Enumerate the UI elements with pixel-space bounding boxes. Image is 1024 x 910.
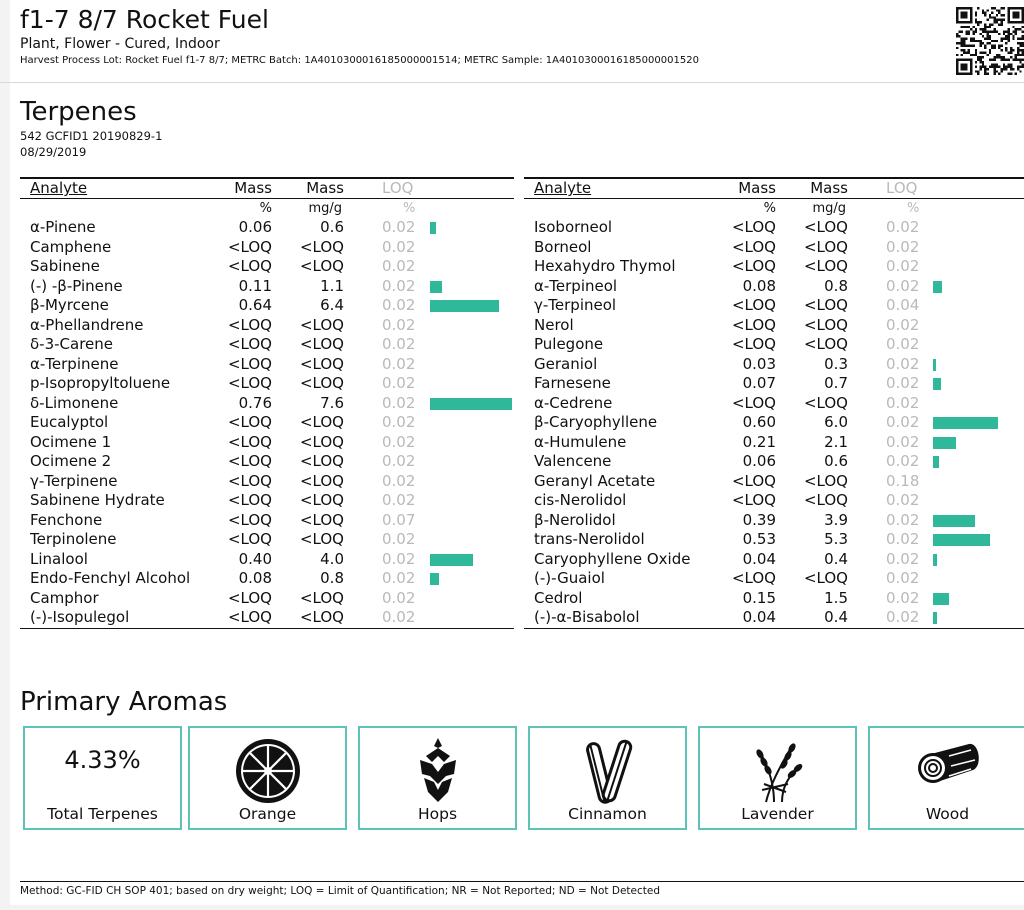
analyte-name: α-Phellandrene xyxy=(30,315,144,334)
loq-value: 0.02 xyxy=(382,452,416,470)
mass-mg-value: 5.3 xyxy=(824,530,848,548)
table-row xyxy=(20,413,514,433)
mass-pct-value: <LOQ xyxy=(731,491,776,509)
aroma-label: Cinnamon xyxy=(568,805,647,823)
mass-pct-value: <LOQ xyxy=(227,413,272,431)
concentration-bar xyxy=(933,456,939,468)
mass-pct-value: 0.76 xyxy=(238,393,272,412)
aroma-label: Lavender xyxy=(741,805,814,823)
mass-pct-value: 0.53 xyxy=(742,530,776,548)
mass-pct-value: 0.15 xyxy=(742,588,776,607)
table-row xyxy=(524,413,1024,433)
mass-mg-value: <LOQ xyxy=(299,491,344,509)
table-row xyxy=(524,569,1024,589)
table-header xyxy=(524,179,1024,199)
unit-mg: mg/g xyxy=(812,201,846,216)
analyte-name: Endo-Fenchyl Alcohol xyxy=(30,569,191,587)
analyte-name: β-Nerolidol xyxy=(534,510,616,529)
analyte-name: Caryophyllene Oxide xyxy=(534,549,691,568)
analyte-name: Linalool xyxy=(30,549,88,568)
mass-pct-value: 0.60 xyxy=(742,413,776,431)
mass-mg-value: 0.4 xyxy=(824,608,848,626)
aroma-card-orange xyxy=(188,726,347,830)
loq-value: 0.02 xyxy=(886,374,920,392)
analyte-name: (-) -β-Pinene xyxy=(30,276,123,295)
table-row xyxy=(524,296,1024,316)
loq-value: 0.02 xyxy=(382,374,416,392)
mass-pct-value: <LOQ xyxy=(227,335,272,353)
concentration-bar xyxy=(933,515,975,527)
terpenes-title: Terpenes xyxy=(20,97,137,127)
loq-value: 0.02 xyxy=(886,569,920,587)
orange-icon xyxy=(233,736,303,806)
total-terpenes-card xyxy=(23,726,182,830)
concentration-bar xyxy=(933,359,936,371)
analyte-name: β-Myrcene xyxy=(30,296,109,314)
analyte-name: Fenchone xyxy=(30,510,103,529)
table-row xyxy=(20,316,514,336)
table-row xyxy=(20,296,514,316)
table-row xyxy=(524,550,1024,570)
col-mass-pct: Mass xyxy=(234,179,272,197)
table-row xyxy=(20,608,514,628)
concentration-bar xyxy=(430,222,436,234)
loq-value: 0.02 xyxy=(886,432,920,451)
col-analyte: Analyte xyxy=(534,179,592,197)
mass-mg-value: 1.5 xyxy=(824,588,848,607)
analyte-name: γ-Terpinene xyxy=(30,471,118,490)
mass-mg-value: <LOQ xyxy=(299,413,344,431)
mass-mg-value: <LOQ xyxy=(299,510,344,529)
col-analyte: Analyte xyxy=(30,179,88,197)
mass-mg-value: <LOQ xyxy=(299,471,344,490)
mass-mg-value: <LOQ xyxy=(299,530,344,548)
table-row xyxy=(524,511,1024,531)
table-row xyxy=(524,316,1024,336)
analyte-name: α-Terpinene xyxy=(30,354,119,373)
mass-pct-value: <LOQ xyxy=(731,471,776,490)
analyte-name: Camphor xyxy=(30,588,99,607)
table-row xyxy=(20,569,514,589)
loq-value: 0.02 xyxy=(382,393,416,412)
loq-value: 0.02 xyxy=(382,335,416,353)
mass-mg-value: 0.4 xyxy=(824,549,848,568)
mass-mg-value: <LOQ xyxy=(299,374,344,392)
wood-icon xyxy=(913,736,983,796)
loq-value: 0.04 xyxy=(886,296,920,314)
col-mass-mg: Mass xyxy=(810,179,848,197)
mass-mg-value: <LOQ xyxy=(299,452,344,470)
loq-value: 0.02 xyxy=(382,549,416,568)
analyte-name: δ-3-Carene xyxy=(30,335,114,353)
loq-value: 0.02 xyxy=(382,432,416,451)
col-mass-pct: Mass xyxy=(738,179,776,197)
table-row xyxy=(20,355,514,375)
analyte-name: cis-Nerolidol xyxy=(534,491,627,509)
mass-pct-value: 0.21 xyxy=(742,432,776,451)
mass-pct-value: <LOQ xyxy=(227,491,272,509)
mass-pct-value: 0.39 xyxy=(742,510,776,529)
analyte-name: Camphene xyxy=(30,237,112,256)
mass-pct-value: <LOQ xyxy=(731,569,776,587)
mass-pct-value: <LOQ xyxy=(227,374,272,392)
analyte-name: α-Cedrene xyxy=(534,393,613,412)
analyte-name: Farnesene xyxy=(534,374,611,392)
mass-mg-value: <LOQ xyxy=(299,432,344,451)
lavender-icon xyxy=(748,736,808,806)
mass-pct-value: 0.11 xyxy=(238,276,272,295)
concentration-bar xyxy=(933,612,937,624)
concentration-bar xyxy=(933,378,941,390)
mass-mg-value: 0.8 xyxy=(320,569,344,587)
analyte-name: Sabinene xyxy=(30,257,100,275)
mass-mg-value: 4.0 xyxy=(320,549,344,568)
mass-mg-value: <LOQ xyxy=(299,588,344,607)
mass-mg-value: 0.3 xyxy=(824,354,848,373)
concentration-bar xyxy=(430,398,512,410)
analyte-name: Valencene xyxy=(534,452,612,470)
mass-pct-value: <LOQ xyxy=(227,471,272,490)
aroma-label: Orange xyxy=(238,805,297,823)
table-row xyxy=(524,238,1024,258)
table-row xyxy=(20,238,514,258)
mass-mg-value: <LOQ xyxy=(299,608,344,626)
table-row xyxy=(20,257,514,277)
lot-line: Harvest Process Lot: Rocket Fuel f1-7 8/7; METRC Batch: 1A4010300016185000001514; METRC Sample: 1A4010300016185000001520 xyxy=(20,55,699,66)
footer-note: Method: GC-FID CH SOP 401; based on dry weight; LOQ = Limit of Quantification; NR = Not Reported; ND = Not Detected xyxy=(20,885,661,897)
loq-value: 0.02 xyxy=(382,354,416,373)
cinnamon-icon xyxy=(583,736,633,806)
total-terpenes-label: Total Terpenes xyxy=(47,805,158,823)
loq-value: 0.02 xyxy=(382,491,416,509)
mass-pct-value: 0.04 xyxy=(742,549,776,568)
footer-divider xyxy=(20,881,1024,882)
table-row xyxy=(524,374,1024,394)
loq-value: 0.02 xyxy=(886,530,920,548)
aroma-card-cinnamon xyxy=(528,726,687,830)
col-mass-mg: Mass xyxy=(306,179,344,197)
analyte-name: Geranyl Acetate xyxy=(534,471,656,490)
mass-pct-value: <LOQ xyxy=(227,237,272,256)
analyte-name: Cedrol xyxy=(534,588,583,607)
mass-pct-value: <LOQ xyxy=(731,335,776,353)
mass-mg-value: <LOQ xyxy=(299,335,344,353)
table-row xyxy=(524,530,1024,550)
table-body xyxy=(524,218,1024,628)
loq-value: 0.02 xyxy=(886,276,920,295)
loq-value: 0.02 xyxy=(382,237,416,256)
mass-pct-value: <LOQ xyxy=(731,296,776,314)
page-margin xyxy=(0,0,10,910)
loq-value: 0.02 xyxy=(886,510,920,529)
mass-mg-value: <LOQ xyxy=(803,296,848,314)
mass-pct-value: <LOQ xyxy=(731,218,776,236)
mass-pct-value: <LOQ xyxy=(227,608,272,626)
mass-mg-value: <LOQ xyxy=(299,237,344,256)
table-header xyxy=(20,179,514,199)
loq-value: 0.02 xyxy=(382,608,416,626)
loq-value: 0.02 xyxy=(886,588,920,607)
analyte-name: (-)-Isopulegol xyxy=(30,608,130,626)
loq-value: 0.02 xyxy=(886,393,920,412)
mass-mg-value: 3.9 xyxy=(824,510,848,529)
analyte-name: Ocimene 1 xyxy=(30,432,112,451)
aroma-label: Hops xyxy=(417,805,458,823)
mass-pct-value: <LOQ xyxy=(227,530,272,548)
loq-value: 0.02 xyxy=(886,491,920,509)
table-row xyxy=(20,530,514,550)
loq-value: 0.02 xyxy=(382,530,416,548)
terpene-table-left xyxy=(20,177,514,629)
mass-mg-value: <LOQ xyxy=(299,257,344,275)
mass-pct-value: <LOQ xyxy=(227,354,272,373)
mass-pct-value: <LOQ xyxy=(731,237,776,256)
mass-mg-value: <LOQ xyxy=(803,218,848,236)
mass-pct-value: 0.08 xyxy=(742,276,776,295)
table-body xyxy=(20,218,514,628)
analyte-name: Eucalyptol xyxy=(30,413,109,431)
analyte-name: Hexahydro Thymol xyxy=(534,257,676,275)
mass-mg-value: <LOQ xyxy=(803,237,848,256)
mass-pct-value: 0.06 xyxy=(742,452,776,470)
table-row xyxy=(524,452,1024,472)
mass-pct-value: <LOQ xyxy=(227,588,272,607)
analyte-name: α-Humulene xyxy=(534,432,627,451)
mass-pct-value: 0.03 xyxy=(742,354,776,373)
table-row xyxy=(20,394,514,414)
aroma-label: Wood xyxy=(925,805,970,823)
mass-mg-value: <LOQ xyxy=(803,335,848,353)
aroma-card-lavender xyxy=(698,726,857,830)
mass-pct-value: 0.08 xyxy=(238,569,272,587)
unit-pct: % xyxy=(763,201,776,216)
table-row xyxy=(20,589,514,609)
concentration-bar xyxy=(933,281,942,293)
loq-value: 0.02 xyxy=(382,257,416,275)
analyte-name: Borneol xyxy=(534,237,592,256)
concentration-bar xyxy=(933,593,949,605)
analyte-name: Sabinene Hydrate xyxy=(30,491,165,509)
concentration-bar xyxy=(430,300,499,312)
total-terpenes-value: 4.33% xyxy=(64,746,141,774)
qr-code-icon xyxy=(956,5,1024,77)
aroma-cards xyxy=(23,726,1024,830)
loq-value: 0.02 xyxy=(382,413,416,431)
table-row xyxy=(524,277,1024,297)
mass-mg-value: <LOQ xyxy=(299,354,344,373)
mass-mg-value: 0.7 xyxy=(824,374,848,392)
loq-value: 0.02 xyxy=(886,237,920,256)
hops-icon xyxy=(408,736,468,806)
mass-pct-value: 0.06 xyxy=(238,218,272,236)
concentration-bar xyxy=(933,534,990,546)
loq-value: 0.02 xyxy=(886,354,920,373)
loq-value: 0.02 xyxy=(886,452,920,470)
mass-pct-value: <LOQ xyxy=(731,257,776,275)
mass-mg-value: 2.1 xyxy=(824,432,848,451)
analyte-name: Terpinolene xyxy=(30,530,117,548)
aroma-card-hops xyxy=(358,726,517,830)
loq-value: 0.02 xyxy=(382,315,416,334)
mass-mg-value: 0.8 xyxy=(824,276,848,295)
mass-mg-value: <LOQ xyxy=(803,491,848,509)
loq-value: 0.02 xyxy=(886,413,920,431)
table-row xyxy=(20,433,514,453)
mass-mg-value: 6.0 xyxy=(824,413,848,431)
analyte-name: p-Isopropyltoluene xyxy=(30,374,171,392)
table-row xyxy=(524,589,1024,609)
mass-pct-value: <LOQ xyxy=(227,257,272,275)
col-loq: LOQ xyxy=(886,179,918,197)
loq-value: 0.02 xyxy=(886,608,920,626)
table-row xyxy=(20,218,514,238)
loq-value: 0.02 xyxy=(382,276,416,295)
loq-value: 0.02 xyxy=(886,257,920,275)
mass-pct-value: <LOQ xyxy=(731,393,776,412)
table-row xyxy=(20,511,514,531)
mass-pct-value: <LOQ xyxy=(731,315,776,334)
table-row xyxy=(524,491,1024,511)
analyte-name: Isoborneol xyxy=(534,218,613,236)
table-row xyxy=(524,218,1024,238)
aroma-card-wood xyxy=(868,726,1024,830)
table-row xyxy=(524,335,1024,355)
analyte-name: Pulegone xyxy=(534,335,604,353)
page-margin-bottom xyxy=(0,905,1024,910)
loq-value: 0.02 xyxy=(382,296,416,314)
mass-mg-value: 1.1 xyxy=(320,276,344,295)
analyte-name: Nerol xyxy=(534,315,574,334)
loq-value: 0.18 xyxy=(886,471,920,490)
analyte-name: Ocimene 2 xyxy=(30,452,112,470)
table-row xyxy=(524,394,1024,414)
analyte-name: β-Caryophyllene xyxy=(534,413,658,431)
table-units xyxy=(20,199,514,218)
table-units xyxy=(524,199,1024,218)
loq-value: 0.02 xyxy=(886,549,920,568)
loq-value: 0.02 xyxy=(382,218,416,236)
table-row xyxy=(20,550,514,570)
mass-pct-value: 0.04 xyxy=(742,608,776,626)
mass-mg-value: <LOQ xyxy=(803,257,848,275)
mass-pct-value: 0.64 xyxy=(238,296,272,314)
method-id: 542 GCFID1 20190829-1 xyxy=(20,129,163,143)
concentration-bar xyxy=(430,281,442,293)
analyte-name: α-Pinene xyxy=(30,218,96,236)
table-row xyxy=(20,452,514,472)
table-row xyxy=(20,335,514,355)
loq-value: 0.02 xyxy=(886,218,920,236)
table-row xyxy=(20,491,514,511)
analyte-name: α-Terpineol xyxy=(534,276,618,295)
mass-mg-value: 6.4 xyxy=(320,296,344,314)
unit-loq: % xyxy=(907,201,920,216)
table-row xyxy=(524,257,1024,277)
mass-pct-value: 0.07 xyxy=(742,374,776,392)
mass-mg-value: <LOQ xyxy=(803,569,848,587)
mass-mg-value: <LOQ xyxy=(299,315,344,334)
mass-mg-value: 7.6 xyxy=(320,393,344,412)
analyte-name: γ-Terpineol xyxy=(534,296,617,314)
concentration-bar xyxy=(933,437,956,449)
table-row xyxy=(524,433,1024,453)
table-row xyxy=(20,277,514,297)
concentration-bar xyxy=(933,554,937,566)
unit-mg: mg/g xyxy=(308,201,342,216)
concentration-bar xyxy=(430,554,473,566)
report-header xyxy=(20,4,940,69)
loq-value: 0.02 xyxy=(382,588,416,607)
table-row xyxy=(20,472,514,492)
unit-loq: % xyxy=(403,201,416,216)
mass-pct-value: <LOQ xyxy=(227,315,272,334)
table-row xyxy=(524,355,1024,375)
terpenes-meta xyxy=(20,128,162,160)
analyte-name: δ-Limonene xyxy=(30,393,119,412)
col-loq: LOQ xyxy=(382,179,414,197)
product-subtitle: Plant, Flower - Cured, Indoor xyxy=(20,36,220,52)
terpene-table-right xyxy=(524,177,1024,629)
test-date: 08/29/2019 xyxy=(20,145,87,159)
concentration-bar xyxy=(430,573,439,585)
mass-mg-value: 0.6 xyxy=(320,218,344,236)
mass-mg-value: <LOQ xyxy=(803,315,848,334)
unit-pct: % xyxy=(259,201,272,216)
analyte-name: Geraniol xyxy=(534,354,598,373)
mass-pct-value: 0.40 xyxy=(238,549,272,568)
loq-value: 0.07 xyxy=(382,510,416,529)
mass-pct-value: <LOQ xyxy=(227,432,272,451)
loq-value: 0.02 xyxy=(382,569,416,587)
mass-mg-value: <LOQ xyxy=(803,393,848,412)
analyte-name: trans-Nerolidol xyxy=(534,530,645,548)
mass-mg-value: 0.6 xyxy=(824,452,848,470)
header-divider xyxy=(0,82,1024,83)
analyte-name: (-)-α-Bisabolol xyxy=(534,608,640,626)
mass-mg-value: <LOQ xyxy=(803,471,848,490)
concentration-bar xyxy=(933,417,998,429)
mass-pct-value: <LOQ xyxy=(227,510,272,529)
table-row xyxy=(524,472,1024,492)
analyte-name: (-)-Guaiol xyxy=(534,569,605,587)
aromas-title: Primary Aromas xyxy=(20,687,228,717)
loq-value: 0.02 xyxy=(886,335,920,353)
table-row xyxy=(524,608,1024,628)
mass-pct-value: <LOQ xyxy=(227,452,272,470)
loq-value: 0.02 xyxy=(382,471,416,490)
product-title: f1-7 8/7 Rocket Fuel xyxy=(20,5,269,34)
loq-value: 0.02 xyxy=(886,315,920,334)
table-row xyxy=(20,374,514,394)
